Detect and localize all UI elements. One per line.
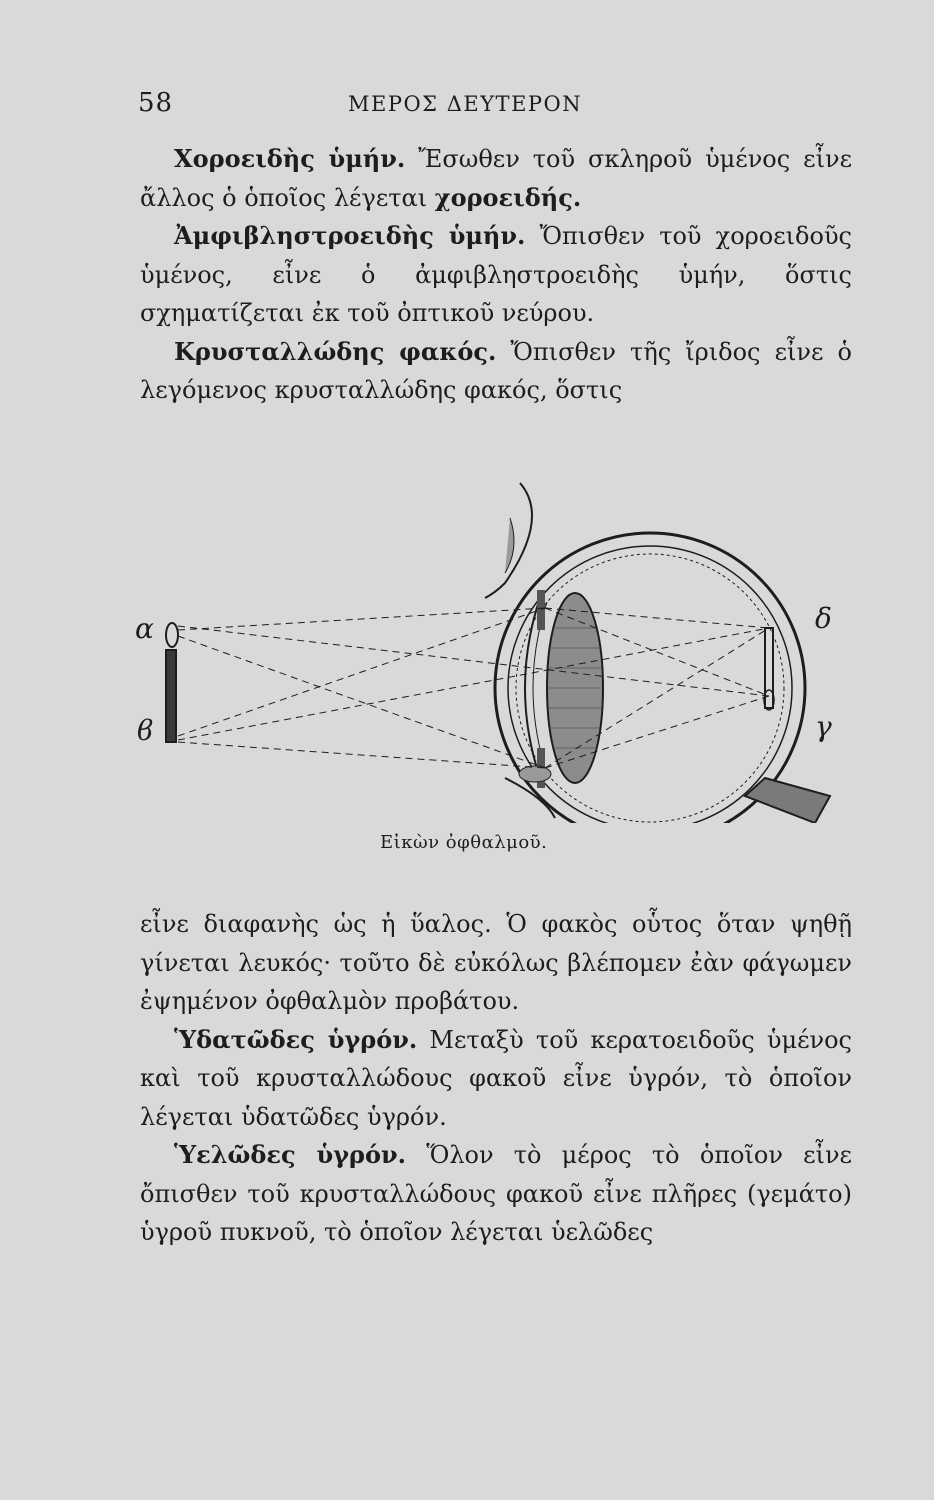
object-candle [166, 623, 178, 742]
paragraph-vitreous-text: Ὅλον τὸ μέρος τὸ ὁποῖον εἶνε ὄπισθεν τοῦ κρυσταλλώδους φακοῦ εἶνε πλῆρες (γεμάτο) ὑγροῦ πυκνοῦ, τὸ ὁποῖον λέγεται ὑελῶδες [140, 1141, 852, 1246]
label-beta: ϐ [137, 714, 154, 747]
term-vitreous: Ὑελῶδες ὑγρόν. [174, 1140, 406, 1169]
light-rays [178, 608, 769, 768]
term-retina: Ἀμφιβληστροειδὴς ὑμήν. [174, 221, 526, 250]
page-number: 58 [138, 88, 174, 118]
paragraph-lens [140, 333, 852, 410]
eye-figure [125, 478, 845, 823]
eye-diagram [125, 478, 845, 823]
term-lens: Κρυσταλλώδης φακός. [174, 336, 497, 366]
label-delta: δ [815, 602, 832, 635]
figure-caption: Εἰκὼν ὀφθαλμοῦ. [380, 832, 548, 853]
text-block-top [140, 140, 852, 410]
paragraph-lens-continued-text: εἶνε διαφανὴς ὡς ἡ ὕαλος. Ὁ φακὸς οὗτος ὅταν ψηθῇ γίνεται λευκός· τοῦτο δὲ εὐκόλως βλέπομεν ἐὰν φάγωμεν ἐψημένον ὀφθαλμὸν προβάτου. [140, 910, 852, 1015]
paragraph-aqueous [140, 1021, 852, 1137]
paragraph-aqueous-text: Μεταξὺ τοῦ κερατοειδοῦς ὑμένος καὶ τοῦ κρυσταλλώδους φακοῦ εἶνε ὑγρόν, τὸ ὁποῖον λέγεται ὑδατῶδες ὑγρόν. [140, 1025, 853, 1131]
term-choroid: Χοροειδὴς ὑμήν. [174, 144, 406, 173]
paragraph-retina [140, 217, 852, 333]
term-aqueous: Ὑδατῶδες ὑγρόν. [174, 1024, 418, 1054]
running-head: ΜΕΡΟΣ ΔΕΥΤΕΡΟΝ [348, 92, 583, 116]
paragraph-retina-text: Ὄπισθεν τοῦ χοροειδοῦς ὑμένος, εἶνε ὁ ἀμφιβληστροειδὴς ὑμήν, ὅστις σχηματίζεται ἐκ τοῦ ὀπτικοῦ νεύρου. [140, 222, 852, 327]
iris-top [537, 590, 545, 630]
paragraph-lens-continued [140, 905, 852, 1021]
label-gamma: γ [815, 710, 832, 743]
paragraph-lens-text: Ὄπισθεν τῆς ἴριδος εἶνε ὁ λεγόμενος κρυσταλλώδης φακός, ὅστις [140, 337, 852, 404]
optic-nerve [745, 778, 830, 823]
term-choroid-emphasis: χοροειδής. [434, 182, 582, 212]
text-block-bottom [140, 905, 852, 1252]
paragraph-choroid-text: Ἔσωθεν τοῦ σκληροῦ ὑμένος εἶνε ἄλλος ὁ ὁποῖος λέγεται [140, 145, 852, 212]
paragraph-vitreous [140, 1136, 852, 1252]
paragraph-choroid [140, 140, 852, 217]
page-header [138, 88, 858, 128]
label-alpha: α [135, 612, 154, 645]
